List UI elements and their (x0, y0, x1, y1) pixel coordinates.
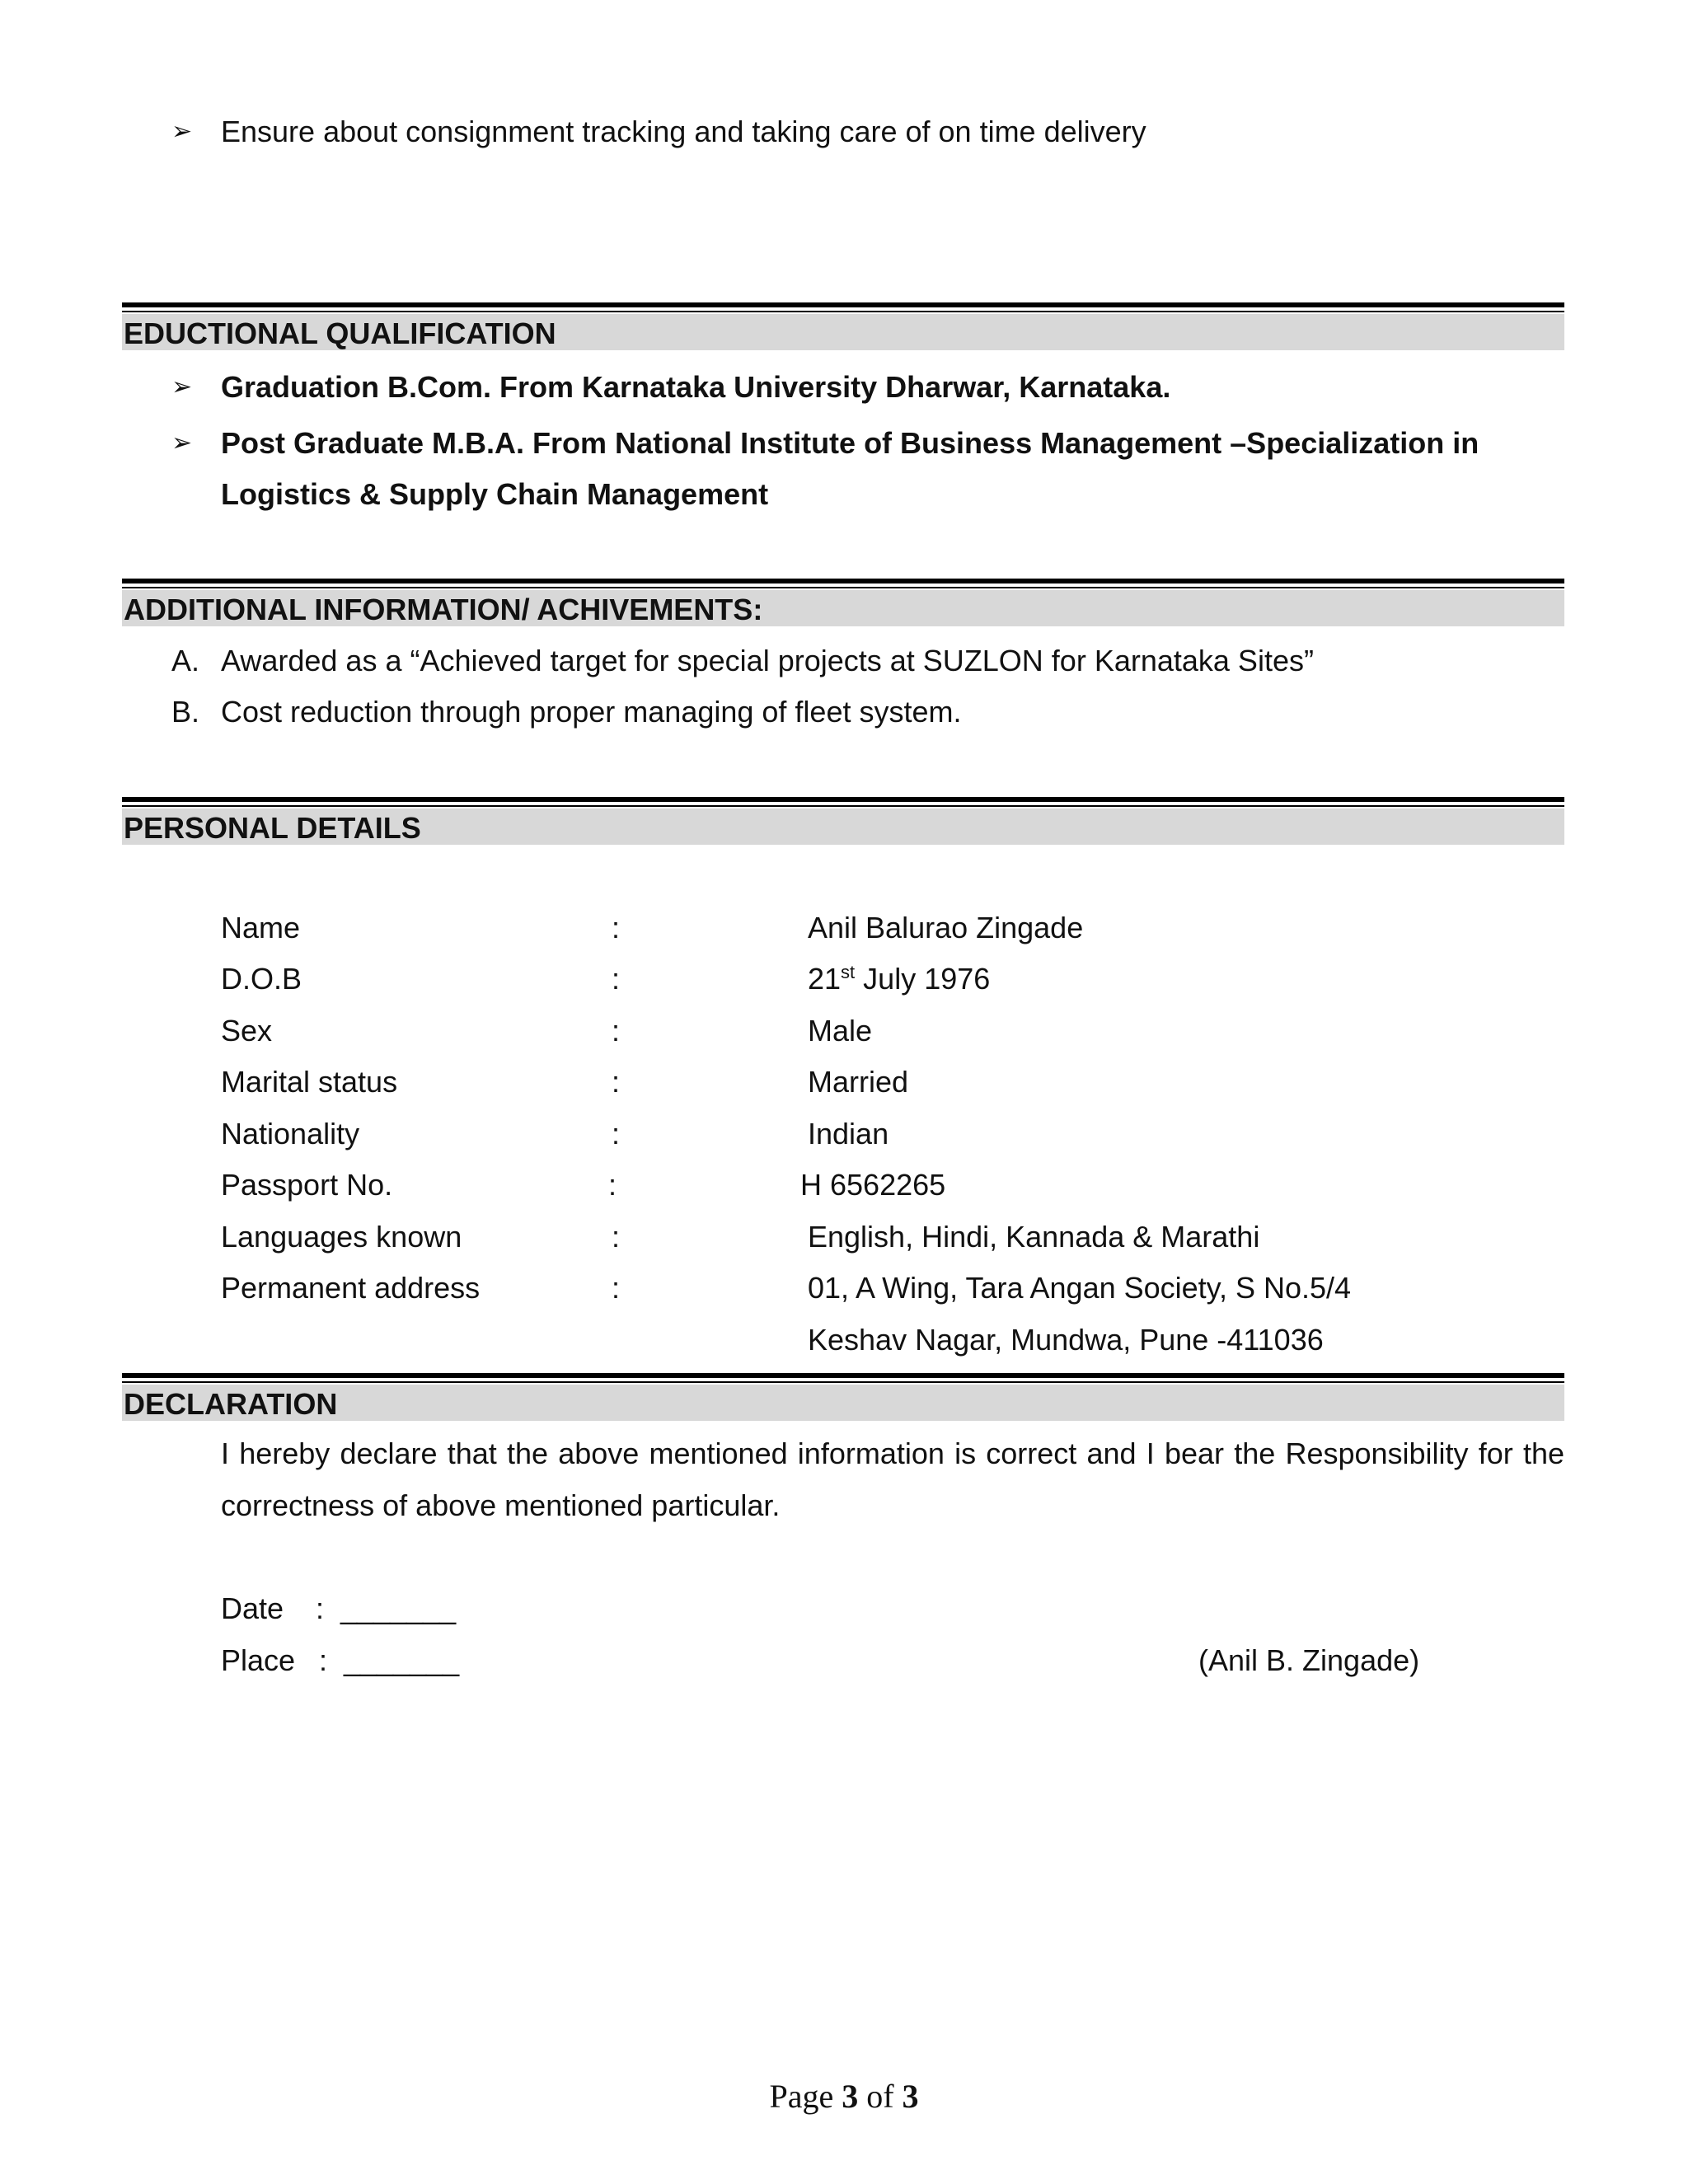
declaration-section (122, 1373, 1564, 1421)
achievement-item: Cost reduction through proper managing of fleet system. (221, 695, 962, 729)
place-blank: _______ (344, 1643, 460, 1677)
detail-value-address-line1: 01, A Wing, Tara Angan Society, S No.5/4 (808, 1271, 1352, 1305)
declaration-text-line1: I hereby declare that the above mentioned information is correct and I bear the Responsibility for the (221, 1436, 1564, 1470)
page-total: 3 (902, 2078, 919, 2115)
declaration-text-line2: correctness of above mentioned particular. (221, 1488, 781, 1522)
detail-separator: : (612, 1220, 621, 1254)
additional-section (122, 579, 1564, 626)
section-rule (122, 579, 1564, 583)
detail-value-languages: English, Hindi, Kannada & Marathi (808, 1220, 1260, 1254)
signature-name: (Anil B. Zingade) (1198, 1643, 1420, 1677)
bullet-arrow-icon: ➢ (171, 373, 193, 401)
achievement-marker: A. (171, 644, 200, 677)
date-label: Date (221, 1591, 284, 1625)
bullet-arrow-icon: ➢ (171, 429, 193, 457)
detail-value-dob: 21st July 1976 (808, 962, 991, 996)
place-label: Place (221, 1643, 296, 1677)
detail-separator: : (612, 1117, 621, 1151)
personal-heading: PERSONAL DETAILS (122, 808, 1564, 845)
detail-value-address-line2: Keshav Nagar, Mundwa, Pune -411036 (808, 1323, 1324, 1357)
detail-value-nationality: Indian (808, 1117, 889, 1151)
detail-label-name: Name (221, 911, 301, 944)
section-rule (122, 1373, 1564, 1378)
section-rule-thin (122, 587, 1564, 588)
section-rule-thin (122, 311, 1564, 312)
achievement-item: Awarded as a “Achieved target for special projects at SUZLON for Karnataka Sites” (221, 644, 1314, 677)
detail-separator: : (612, 962, 621, 996)
education-item-postgraduate-line2: Logistics & Supply Chain Management (221, 477, 769, 511)
detail-label-languages: Languages known (221, 1220, 462, 1254)
detail-label-passport: Passport No. (221, 1168, 393, 1202)
page-current: 3 (842, 2078, 859, 2115)
achievement-marker: B. (171, 695, 200, 729)
page-of-word: of (866, 2078, 894, 2115)
duty-bullet-text: Ensure about consignment tracking and taking care of on time delivery (221, 115, 1146, 148)
date-blank: _______ (340, 1591, 457, 1625)
section-rule (122, 797, 1564, 802)
detail-label-address: Permanent address (221, 1271, 481, 1305)
detail-label-sex: Sex (221, 1014, 273, 1047)
detail-label-dob: D.O.B (221, 962, 302, 996)
section-rule (122, 302, 1564, 307)
education-item-graduation: Graduation B.Com. From Karnataka University Dharwar, Karnataka. (221, 370, 1171, 404)
education-section (122, 302, 1564, 350)
detail-separator: : (612, 1014, 621, 1047)
detail-label-marital-status: Marital status (221, 1065, 398, 1099)
detail-value-marital-status: Married (808, 1065, 909, 1099)
section-rule-thin (122, 1381, 1564, 1383)
education-heading: EDUCTIONAL QUALIFICATION (122, 314, 1564, 350)
detail-value-passport: H 6562265 (800, 1168, 946, 1202)
detail-separator: : (612, 911, 621, 944)
place-colon: : (319, 1643, 328, 1677)
education-item-postgraduate-line1: Post Graduate M.B.A. From National Institute of Business Management –Specialization in (221, 426, 1479, 460)
detail-label-nationality: Nationality (221, 1117, 360, 1151)
detail-separator: : (612, 1065, 621, 1099)
section-rule-thin (122, 805, 1564, 807)
personal-section (122, 797, 1564, 845)
date-colon: : (316, 1591, 325, 1625)
detail-separator: : (608, 1168, 617, 1202)
detail-value-sex: Male (808, 1014, 873, 1047)
declaration-heading: DECLARATION (122, 1385, 1564, 1421)
page-number (0, 2077, 1688, 2116)
detail-value-name: Anil Balurao Zingade (808, 911, 1084, 944)
bullet-arrow-icon: ➢ (171, 118, 193, 145)
additional-heading: ADDITIONAL INFORMATION/ ACHIVEMENTS: (122, 590, 1564, 626)
detail-separator: : (612, 1271, 621, 1305)
page-word: Page (769, 2078, 834, 2115)
